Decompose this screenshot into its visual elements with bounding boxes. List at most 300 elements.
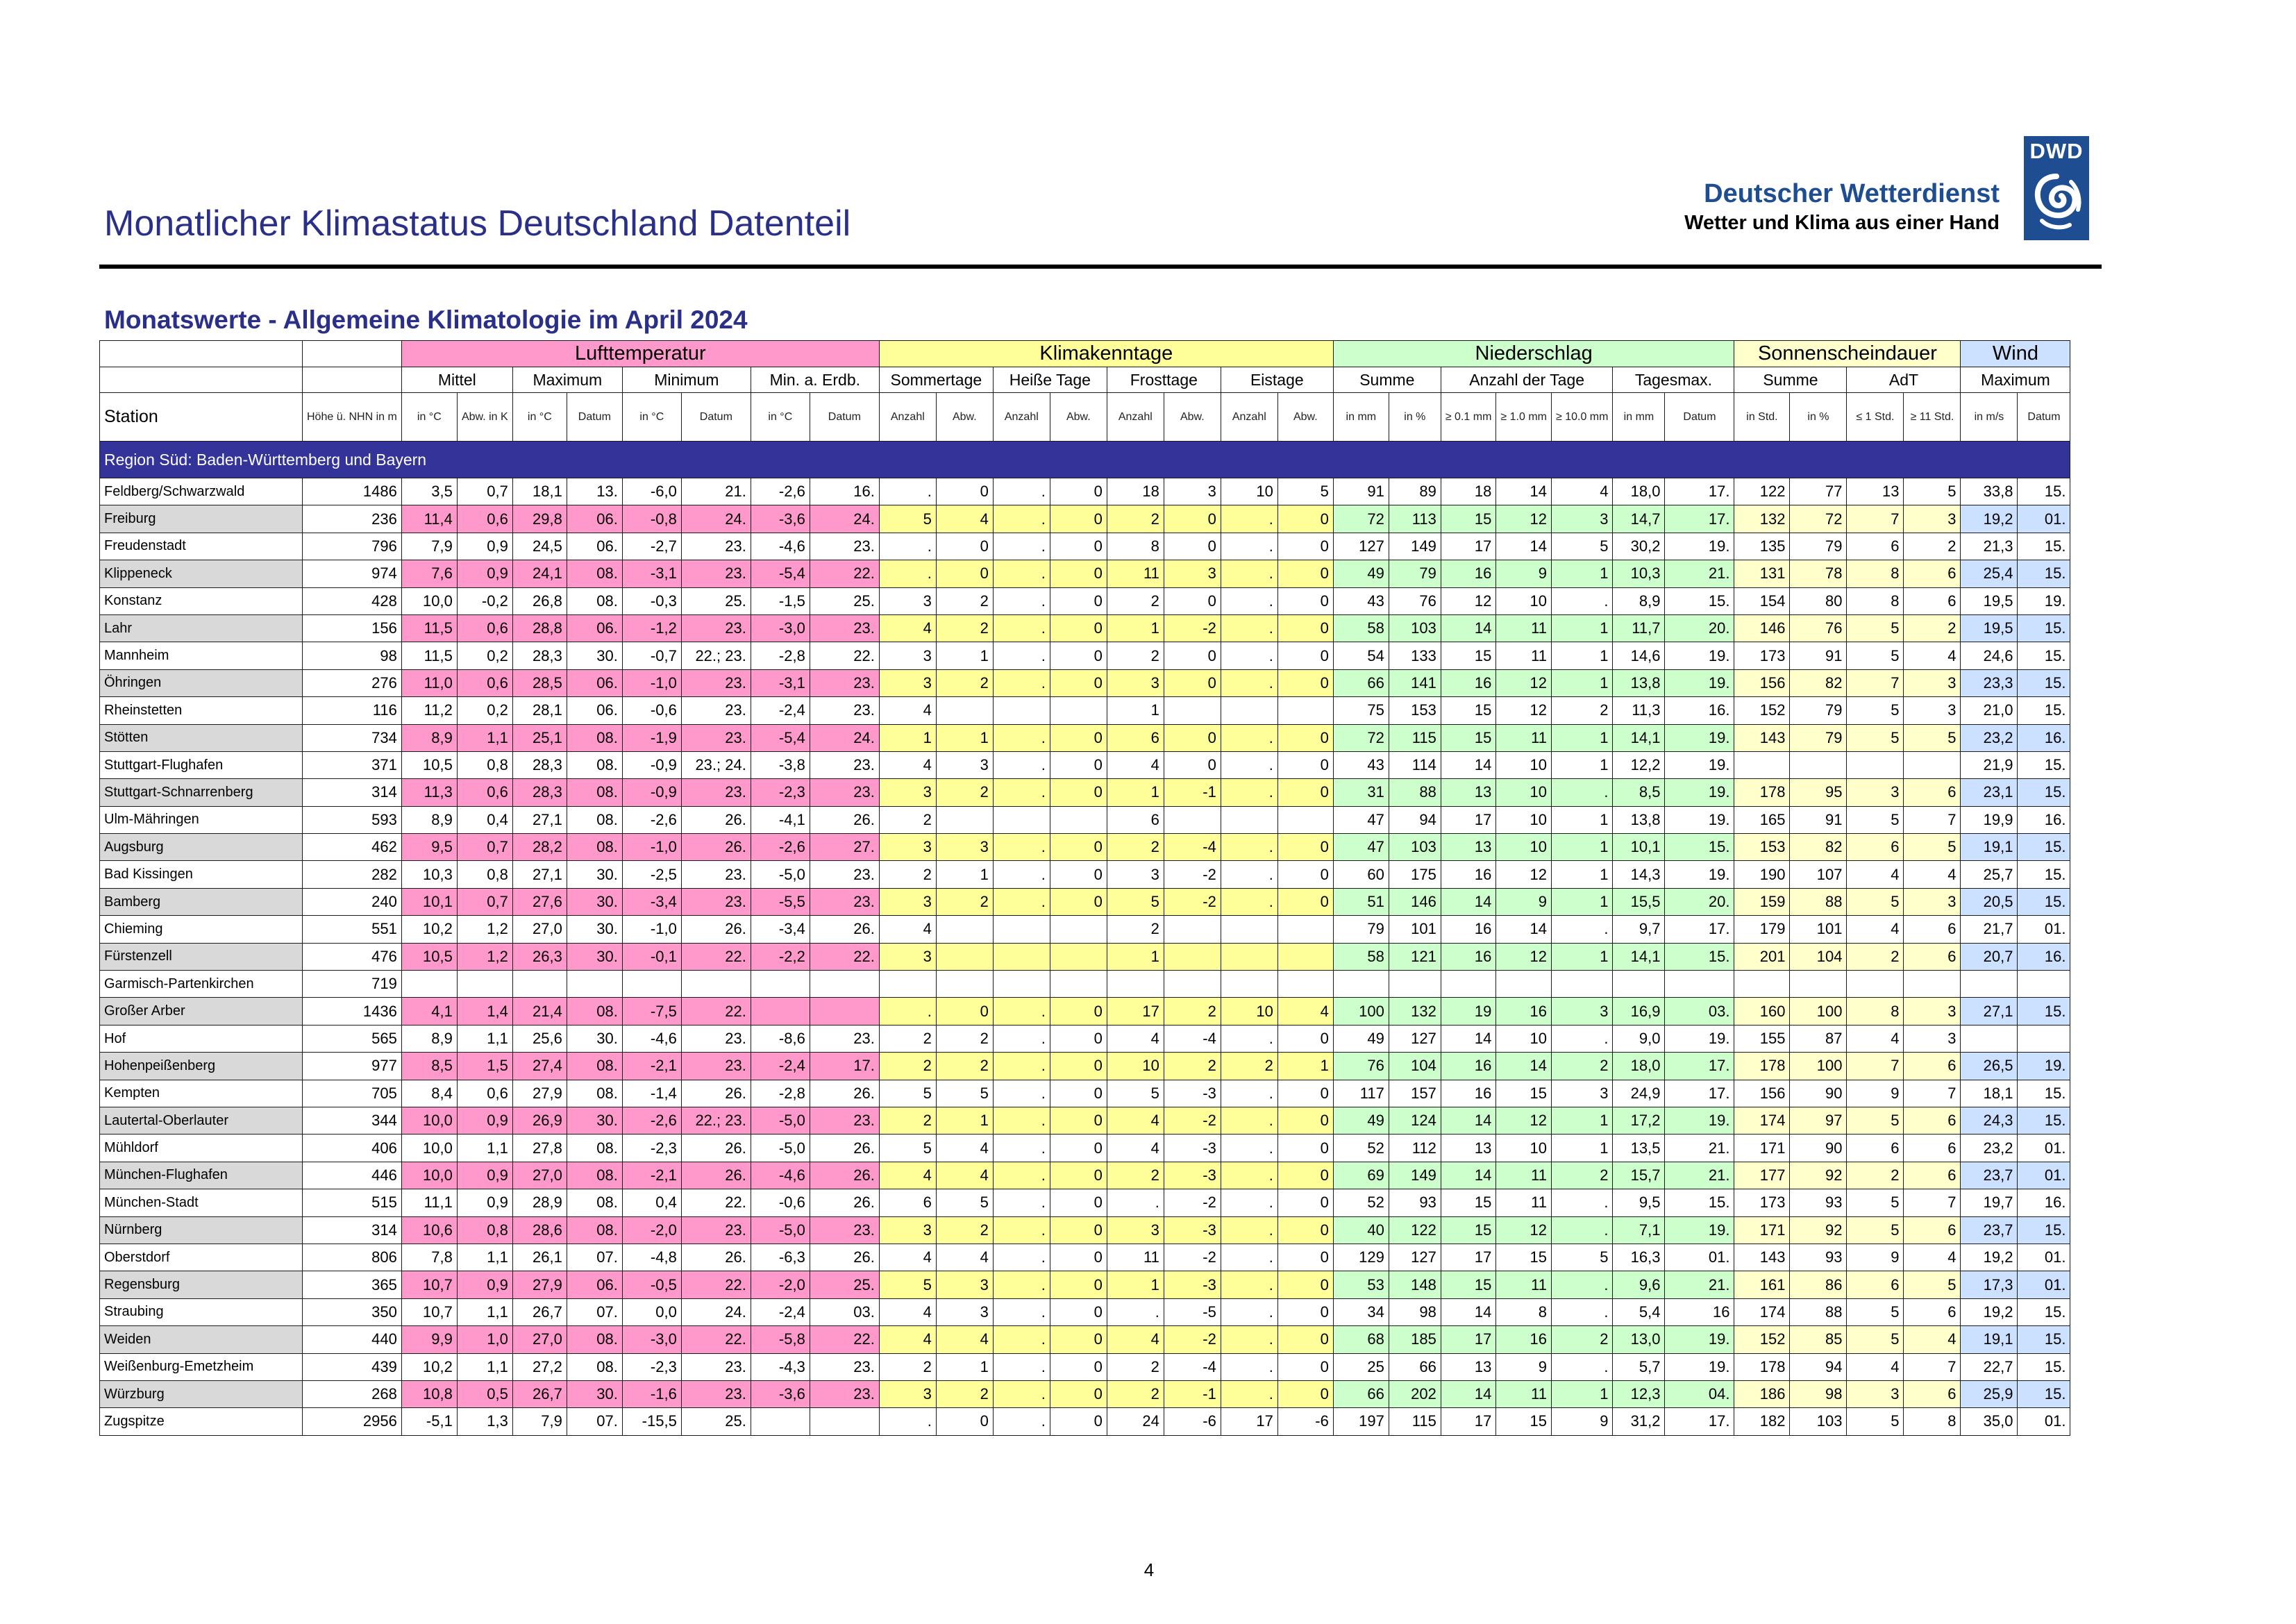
data-cell: 4 xyxy=(1107,751,1164,778)
data-cell: -3,4 xyxy=(622,888,681,915)
data-cell: -3,8 xyxy=(751,751,810,778)
station-name: Kempten xyxy=(100,1080,303,1107)
unit-header: Abw. in K xyxy=(457,393,512,442)
data-cell: . xyxy=(1221,724,1277,751)
data-cell: 17 xyxy=(1441,533,1496,560)
data-cell: 25. xyxy=(810,1271,879,1298)
data-cell: 185 xyxy=(1389,1326,1441,1353)
data-cell: 11 xyxy=(1496,1189,1552,1216)
data-cell: 103 xyxy=(1790,1408,1847,1435)
data-cell: 26,5 xyxy=(1961,1053,2018,1080)
data-cell: 0 xyxy=(936,998,993,1025)
data-cell: 7,9 xyxy=(512,1408,567,1435)
data-cell: 0 xyxy=(1277,861,1333,888)
data-cell: 23. xyxy=(681,1353,751,1380)
data-cell: 25. xyxy=(681,1408,751,1435)
data-cell: 4 xyxy=(1904,642,1961,669)
data-cell: 16 xyxy=(1441,1080,1496,1107)
data-cell: 4 xyxy=(879,916,936,943)
data-cell: -2 xyxy=(1164,614,1221,642)
data-cell: 3 xyxy=(879,834,936,861)
data-cell: 16. xyxy=(2018,806,2070,833)
data-cell: 07. xyxy=(567,1408,622,1435)
data-cell: 1 xyxy=(1107,943,1164,970)
station-name: Hof xyxy=(100,1025,303,1052)
data-cell: 6 xyxy=(1904,943,1961,970)
data-cell: 23,2 xyxy=(1961,1135,2018,1162)
data-cell: 12 xyxy=(1496,505,1552,533)
data-cell: 15. xyxy=(1665,587,1734,614)
data-cell: 19,9 xyxy=(1961,806,2018,833)
data-cell: 22. xyxy=(681,998,751,1025)
data-cell: 21. xyxy=(1665,560,1734,587)
data-cell: 28,5 xyxy=(512,669,567,696)
data-cell: 23. xyxy=(810,751,879,778)
data-cell: 16 xyxy=(1441,943,1496,970)
data-cell: . xyxy=(993,533,1050,560)
data-cell: 28,8 xyxy=(512,614,567,642)
data-cell: -2,3 xyxy=(622,1353,681,1380)
data-cell: 5,7 xyxy=(1613,1353,1665,1380)
unit-header: Abw. xyxy=(1164,393,1221,442)
data-cell: 440 xyxy=(303,1326,402,1353)
data-cell: 0 xyxy=(1050,834,1107,861)
data-cell: 4 xyxy=(1277,998,1333,1025)
data-cell: 5 xyxy=(1904,834,1961,861)
data-cell: 0 xyxy=(1277,724,1333,751)
data-cell: 30. xyxy=(567,1025,622,1052)
data-cell: . xyxy=(993,724,1050,751)
data-cell: 80 xyxy=(1790,587,1847,614)
station-name: Klippeneck xyxy=(100,560,303,587)
data-cell: 4 xyxy=(879,1162,936,1189)
data-cell: 19. xyxy=(1665,1107,1734,1134)
data-cell: 104 xyxy=(1790,943,1847,970)
data-cell xyxy=(879,971,936,998)
data-cell: 24. xyxy=(810,505,879,533)
data-cell: 5 xyxy=(1847,1298,1904,1325)
data-cell: 5 xyxy=(1904,724,1961,751)
subgroup-header: Tagesmax. xyxy=(1613,367,1734,393)
station-name: Regensburg xyxy=(100,1271,303,1298)
data-cell: 182 xyxy=(1734,1408,1790,1435)
data-cell xyxy=(936,943,993,970)
data-cell: 173 xyxy=(1734,1189,1790,1216)
data-cell: 350 xyxy=(303,1298,402,1325)
data-cell: 3 xyxy=(1847,1380,1904,1407)
data-cell: . xyxy=(1221,1107,1277,1134)
data-cell: 08. xyxy=(567,1189,622,1216)
data-cell: 22. xyxy=(810,560,879,587)
data-cell: 0,2 xyxy=(457,697,512,724)
data-cell: 24,9 xyxy=(1613,1080,1665,1107)
data-cell: . xyxy=(1221,1353,1277,1380)
data-cell: 190 xyxy=(1734,861,1790,888)
data-cell: 0 xyxy=(1050,560,1107,587)
data-cell: 9,6 xyxy=(1613,1271,1665,1298)
data-cell: . xyxy=(993,1408,1050,1435)
data-cell: 1,3 xyxy=(457,1408,512,1435)
data-cell: 15 xyxy=(1441,642,1496,669)
data-cell: 7 xyxy=(1847,1053,1904,1080)
data-cell: 2 xyxy=(936,587,993,614)
station-row xyxy=(100,669,2070,696)
unit-header: Datum xyxy=(810,393,879,442)
data-cell: -2 xyxy=(1164,861,1221,888)
data-cell xyxy=(1050,971,1107,998)
data-cell: -3 xyxy=(1164,1080,1221,1107)
data-cell: 79 xyxy=(1333,916,1389,943)
data-cell: 0 xyxy=(1277,1380,1333,1407)
data-cell: 72 xyxy=(1333,724,1389,751)
data-cell: 26. xyxy=(810,1135,879,1162)
data-cell: 0,8 xyxy=(457,751,512,778)
data-cell: 6 xyxy=(1847,1135,1904,1162)
unit-header: Abw. xyxy=(1277,393,1333,442)
data-cell: 68 xyxy=(1333,1326,1389,1353)
data-cell: -5,1 xyxy=(401,1408,457,1435)
data-cell: 0,5 xyxy=(457,1380,512,1407)
data-cell: 4 xyxy=(879,1326,936,1353)
data-cell: 4 xyxy=(1107,1107,1164,1134)
data-cell: . xyxy=(993,1135,1050,1162)
data-cell: 17 xyxy=(1441,1244,1496,1271)
data-cell: 01. xyxy=(2018,1162,2070,1189)
data-cell: 25,9 xyxy=(1961,1380,2018,1407)
data-cell: 17 xyxy=(1441,1326,1496,1353)
data-cell: 30. xyxy=(567,1107,622,1134)
data-cell: 796 xyxy=(303,533,402,560)
data-cell: 9,5 xyxy=(1613,1189,1665,1216)
data-cell: 1 xyxy=(1107,614,1164,642)
data-cell: 3 xyxy=(1904,1025,1961,1052)
data-cell: 8,9 xyxy=(401,806,457,833)
data-cell: 1,1 xyxy=(457,1353,512,1380)
data-cell: 27,8 xyxy=(512,1135,567,1162)
data-cell: . xyxy=(1221,614,1277,642)
data-cell: 20,7 xyxy=(1961,943,2018,970)
data-cell: 08. xyxy=(567,1053,622,1080)
data-cell: 734 xyxy=(303,724,402,751)
data-cell: . xyxy=(993,505,1050,533)
data-cell: 30. xyxy=(567,943,622,970)
data-cell: 705 xyxy=(303,1080,402,1107)
data-cell: 6 xyxy=(1904,916,1961,943)
data-cell: 10,3 xyxy=(1613,560,1665,587)
data-cell: 1,5 xyxy=(457,1053,512,1080)
data-cell: 10 xyxy=(1221,478,1277,505)
subgroup-header: Heiße Tage xyxy=(993,367,1107,393)
station-name: Garmisch-Partenkirchen xyxy=(100,971,303,998)
data-cell: 0,9 xyxy=(457,1107,512,1134)
data-cell: 14 xyxy=(1441,614,1496,642)
data-cell: . xyxy=(1551,1298,1612,1325)
data-cell: -15,5 xyxy=(622,1408,681,1435)
data-cell: 5 xyxy=(1277,478,1333,505)
data-cell: 1 xyxy=(1277,1053,1333,1080)
data-cell: 79 xyxy=(1790,724,1847,751)
data-cell: 16 xyxy=(1496,1326,1552,1353)
data-cell xyxy=(1164,697,1221,724)
data-cell: 13 xyxy=(1441,779,1496,806)
data-cell: 3,5 xyxy=(401,478,457,505)
data-cell: 14 xyxy=(1441,1162,1496,1189)
data-cell: 47 xyxy=(1333,806,1389,833)
data-cell: -3,0 xyxy=(751,614,810,642)
data-cell: 2 xyxy=(1107,834,1164,861)
data-cell: 4 xyxy=(1107,1135,1164,1162)
data-cell: 11 xyxy=(1496,724,1552,751)
data-cell: 15 xyxy=(1496,1244,1552,1271)
data-cell: 171 xyxy=(1734,1216,1790,1244)
data-cell: 4,1 xyxy=(401,998,457,1025)
data-cell: 23. xyxy=(810,1107,879,1134)
data-cell: 0 xyxy=(1050,1025,1107,1052)
station-row xyxy=(100,1080,2070,1107)
data-cell: 178 xyxy=(1734,1053,1790,1080)
data-cell: 107 xyxy=(1790,861,1847,888)
data-cell: 2 xyxy=(936,1216,993,1244)
station-row xyxy=(100,888,2070,915)
station-name: Hohenpeißenberg xyxy=(100,1053,303,1080)
data-cell: 43 xyxy=(1333,751,1389,778)
data-cell: 0 xyxy=(1277,669,1333,696)
data-cell: 0 xyxy=(1050,1080,1107,1107)
data-cell: 2 xyxy=(879,1107,936,1134)
data-cell: 11 xyxy=(1496,642,1552,669)
data-cell: 406 xyxy=(303,1135,402,1162)
station-name: Bad Kissingen xyxy=(100,861,303,888)
data-cell: 132 xyxy=(1734,505,1790,533)
data-cell: 69 xyxy=(1333,1162,1389,1189)
data-cell: 9 xyxy=(1551,1408,1612,1435)
data-cell xyxy=(1277,697,1333,724)
data-cell: . xyxy=(1551,916,1612,943)
data-cell: 160 xyxy=(1734,998,1790,1025)
data-cell: 5 xyxy=(1847,1189,1904,1216)
station-name: Konstanz xyxy=(100,587,303,614)
data-cell xyxy=(993,943,1050,970)
data-cell: 0,9 xyxy=(457,1162,512,1189)
data-cell: . xyxy=(993,751,1050,778)
group-header: Niederschlag xyxy=(1333,341,1734,367)
data-cell: 15,5 xyxy=(1613,888,1665,915)
data-cell xyxy=(1221,916,1277,943)
data-cell: 149 xyxy=(1389,533,1441,560)
data-cell: 12 xyxy=(1496,697,1552,724)
data-cell: . xyxy=(1221,834,1277,861)
data-cell: 16 xyxy=(1665,1298,1734,1325)
data-cell: 6 xyxy=(1904,1162,1961,1189)
data-cell: 156 xyxy=(1734,1080,1790,1107)
data-cell: . xyxy=(993,560,1050,587)
data-cell: 19. xyxy=(1665,669,1734,696)
data-cell: 14,3 xyxy=(1613,861,1665,888)
data-cell: 01. xyxy=(1665,1244,1734,1271)
data-cell: 1 xyxy=(936,861,993,888)
data-cell: 75 xyxy=(1333,697,1389,724)
data-cell: -1,9 xyxy=(622,724,681,751)
data-cell: . xyxy=(1221,1162,1277,1189)
data-cell: 1,0 xyxy=(457,1326,512,1353)
data-cell: 0 xyxy=(1050,614,1107,642)
data-cell: 11,1 xyxy=(401,1189,457,1216)
data-cell: 8 xyxy=(1847,560,1904,587)
data-cell: 8 xyxy=(1496,1298,1552,1325)
logo-name: Deutscher Wetterdienst xyxy=(1704,179,2000,208)
data-cell: 24. xyxy=(810,724,879,751)
data-cell: 19,2 xyxy=(1961,1244,2018,1271)
data-cell: 314 xyxy=(303,779,402,806)
data-cell: 14,1 xyxy=(1613,724,1665,751)
data-cell: -1,0 xyxy=(622,669,681,696)
data-cell: 15. xyxy=(2018,1298,2070,1325)
data-cell: -5,0 xyxy=(751,1135,810,1162)
data-cell: 26. xyxy=(681,1080,751,1107)
data-cell: -6 xyxy=(1277,1408,1333,1435)
data-cell: 23. xyxy=(681,861,751,888)
data-cell: 27,1 xyxy=(512,806,567,833)
data-cell: 31,2 xyxy=(1613,1408,1665,1435)
unit-header: in °C xyxy=(512,393,567,442)
data-cell: 89 xyxy=(1389,478,1441,505)
data-cell: 21. xyxy=(1665,1162,1734,1189)
data-cell: 26. xyxy=(810,1080,879,1107)
data-cell xyxy=(993,697,1050,724)
station-name: München-Stadt xyxy=(100,1189,303,1216)
data-cell xyxy=(1221,943,1277,970)
data-cell: 115 xyxy=(1389,1408,1441,1435)
data-cell: 4 xyxy=(1107,1025,1164,1052)
data-cell: 240 xyxy=(303,888,402,915)
data-cell: 66 xyxy=(1389,1353,1441,1380)
data-cell: 10 xyxy=(1496,751,1552,778)
data-cell: 23. xyxy=(681,533,751,560)
data-cell: 2 xyxy=(1551,1162,1612,1189)
data-cell: 72 xyxy=(1333,505,1389,533)
data-cell: . xyxy=(1221,587,1277,614)
data-cell: 23. xyxy=(681,724,751,751)
data-cell: 1,1 xyxy=(457,1135,512,1162)
data-cell: 79 xyxy=(1790,533,1847,560)
data-cell xyxy=(1277,971,1333,998)
data-cell: -5,4 xyxy=(751,560,810,587)
data-cell xyxy=(1847,971,1904,998)
data-cell: 0 xyxy=(1050,1271,1107,1298)
data-cell: 7,6 xyxy=(401,560,457,587)
data-cell: 5 xyxy=(1847,1216,1904,1244)
data-cell: 16. xyxy=(1665,697,1734,724)
data-cell: 0 xyxy=(1277,1080,1333,1107)
data-cell: -2,5 xyxy=(622,861,681,888)
data-cell: -2,7 xyxy=(622,533,681,560)
data-cell: 0 xyxy=(1050,1244,1107,1271)
data-cell: 15 xyxy=(1496,1080,1552,1107)
data-cell: 08. xyxy=(567,1080,622,1107)
data-cell: 7 xyxy=(1904,1353,1961,1380)
subgroup-header: Minimum xyxy=(622,367,751,393)
data-cell: 3 xyxy=(879,587,936,614)
data-cell: 23.; 24. xyxy=(681,751,751,778)
data-cell: 30. xyxy=(567,861,622,888)
data-cell: 3 xyxy=(879,642,936,669)
unit-header: Datum xyxy=(567,393,622,442)
data-cell: 11,3 xyxy=(1613,697,1665,724)
data-cell: -4,6 xyxy=(751,533,810,560)
data-cell: 49 xyxy=(1333,1025,1389,1052)
data-cell: 15. xyxy=(2018,478,2070,505)
data-cell: 15 xyxy=(1441,724,1496,751)
data-cell: 10,0 xyxy=(401,1135,457,1162)
data-cell: 23,3 xyxy=(1961,669,2018,696)
data-cell: 27,0 xyxy=(512,1162,567,1189)
empty-header-cell xyxy=(100,367,303,393)
data-cell xyxy=(993,971,1050,998)
data-cell: 26,1 xyxy=(512,1244,567,1271)
data-cell: 4 xyxy=(936,1135,993,1162)
data-cell: 92 xyxy=(1790,1162,1847,1189)
data-cell: 1 xyxy=(1551,834,1612,861)
data-cell: 122 xyxy=(1734,478,1790,505)
data-cell: 19,1 xyxy=(1961,1326,2018,1353)
group-header: Sonnenscheindauer xyxy=(1734,341,1961,367)
data-cell: 4 xyxy=(879,1244,936,1271)
data-cell: 08. xyxy=(567,834,622,861)
data-cell: 14 xyxy=(1441,1107,1496,1134)
data-cell: 21,3 xyxy=(1961,533,2018,560)
data-cell: 23. xyxy=(681,697,751,724)
data-cell xyxy=(1441,971,1496,998)
data-cell: 2 xyxy=(1107,916,1164,943)
data-cell: . xyxy=(993,1380,1050,1407)
data-cell: 23. xyxy=(810,888,879,915)
data-cell: 10,1 xyxy=(401,888,457,915)
data-cell: 121 xyxy=(1389,943,1441,970)
data-cell: 154 xyxy=(1734,587,1790,614)
unit-header: Datum xyxy=(1665,393,1734,442)
data-cell: 0 xyxy=(1050,669,1107,696)
data-cell: 23. xyxy=(810,1216,879,1244)
data-cell: 11,3 xyxy=(401,779,457,806)
data-cell: 26,3 xyxy=(512,943,567,970)
data-cell: 22. xyxy=(681,943,751,970)
data-cell: 2 xyxy=(936,1025,993,1052)
data-cell: 13 xyxy=(1847,478,1904,505)
data-cell: 18,1 xyxy=(512,478,567,505)
data-cell: 14,6 xyxy=(1613,642,1665,669)
data-cell: 15. xyxy=(2018,560,2070,587)
data-cell: 5 xyxy=(1847,642,1904,669)
data-cell: 23,1 xyxy=(1961,779,2018,806)
data-cell: 462 xyxy=(303,834,402,861)
data-cell: -4,6 xyxy=(622,1025,681,1052)
station-row xyxy=(100,614,2070,642)
data-cell: . xyxy=(1221,751,1277,778)
data-cell: 13,5 xyxy=(1613,1135,1665,1162)
data-cell: 5 xyxy=(1551,533,1612,560)
data-cell xyxy=(1904,971,1961,998)
data-cell: 13,8 xyxy=(1613,669,1665,696)
data-cell: . xyxy=(1221,1080,1277,1107)
data-cell: 0 xyxy=(1050,642,1107,669)
data-cell: . xyxy=(993,861,1050,888)
data-cell: 76 xyxy=(1790,614,1847,642)
data-cell: 08. xyxy=(567,1216,622,1244)
data-cell xyxy=(936,697,993,724)
data-cell: 5 xyxy=(879,505,936,533)
data-cell: 5 xyxy=(1904,1271,1961,1298)
data-cell: -1,0 xyxy=(622,916,681,943)
